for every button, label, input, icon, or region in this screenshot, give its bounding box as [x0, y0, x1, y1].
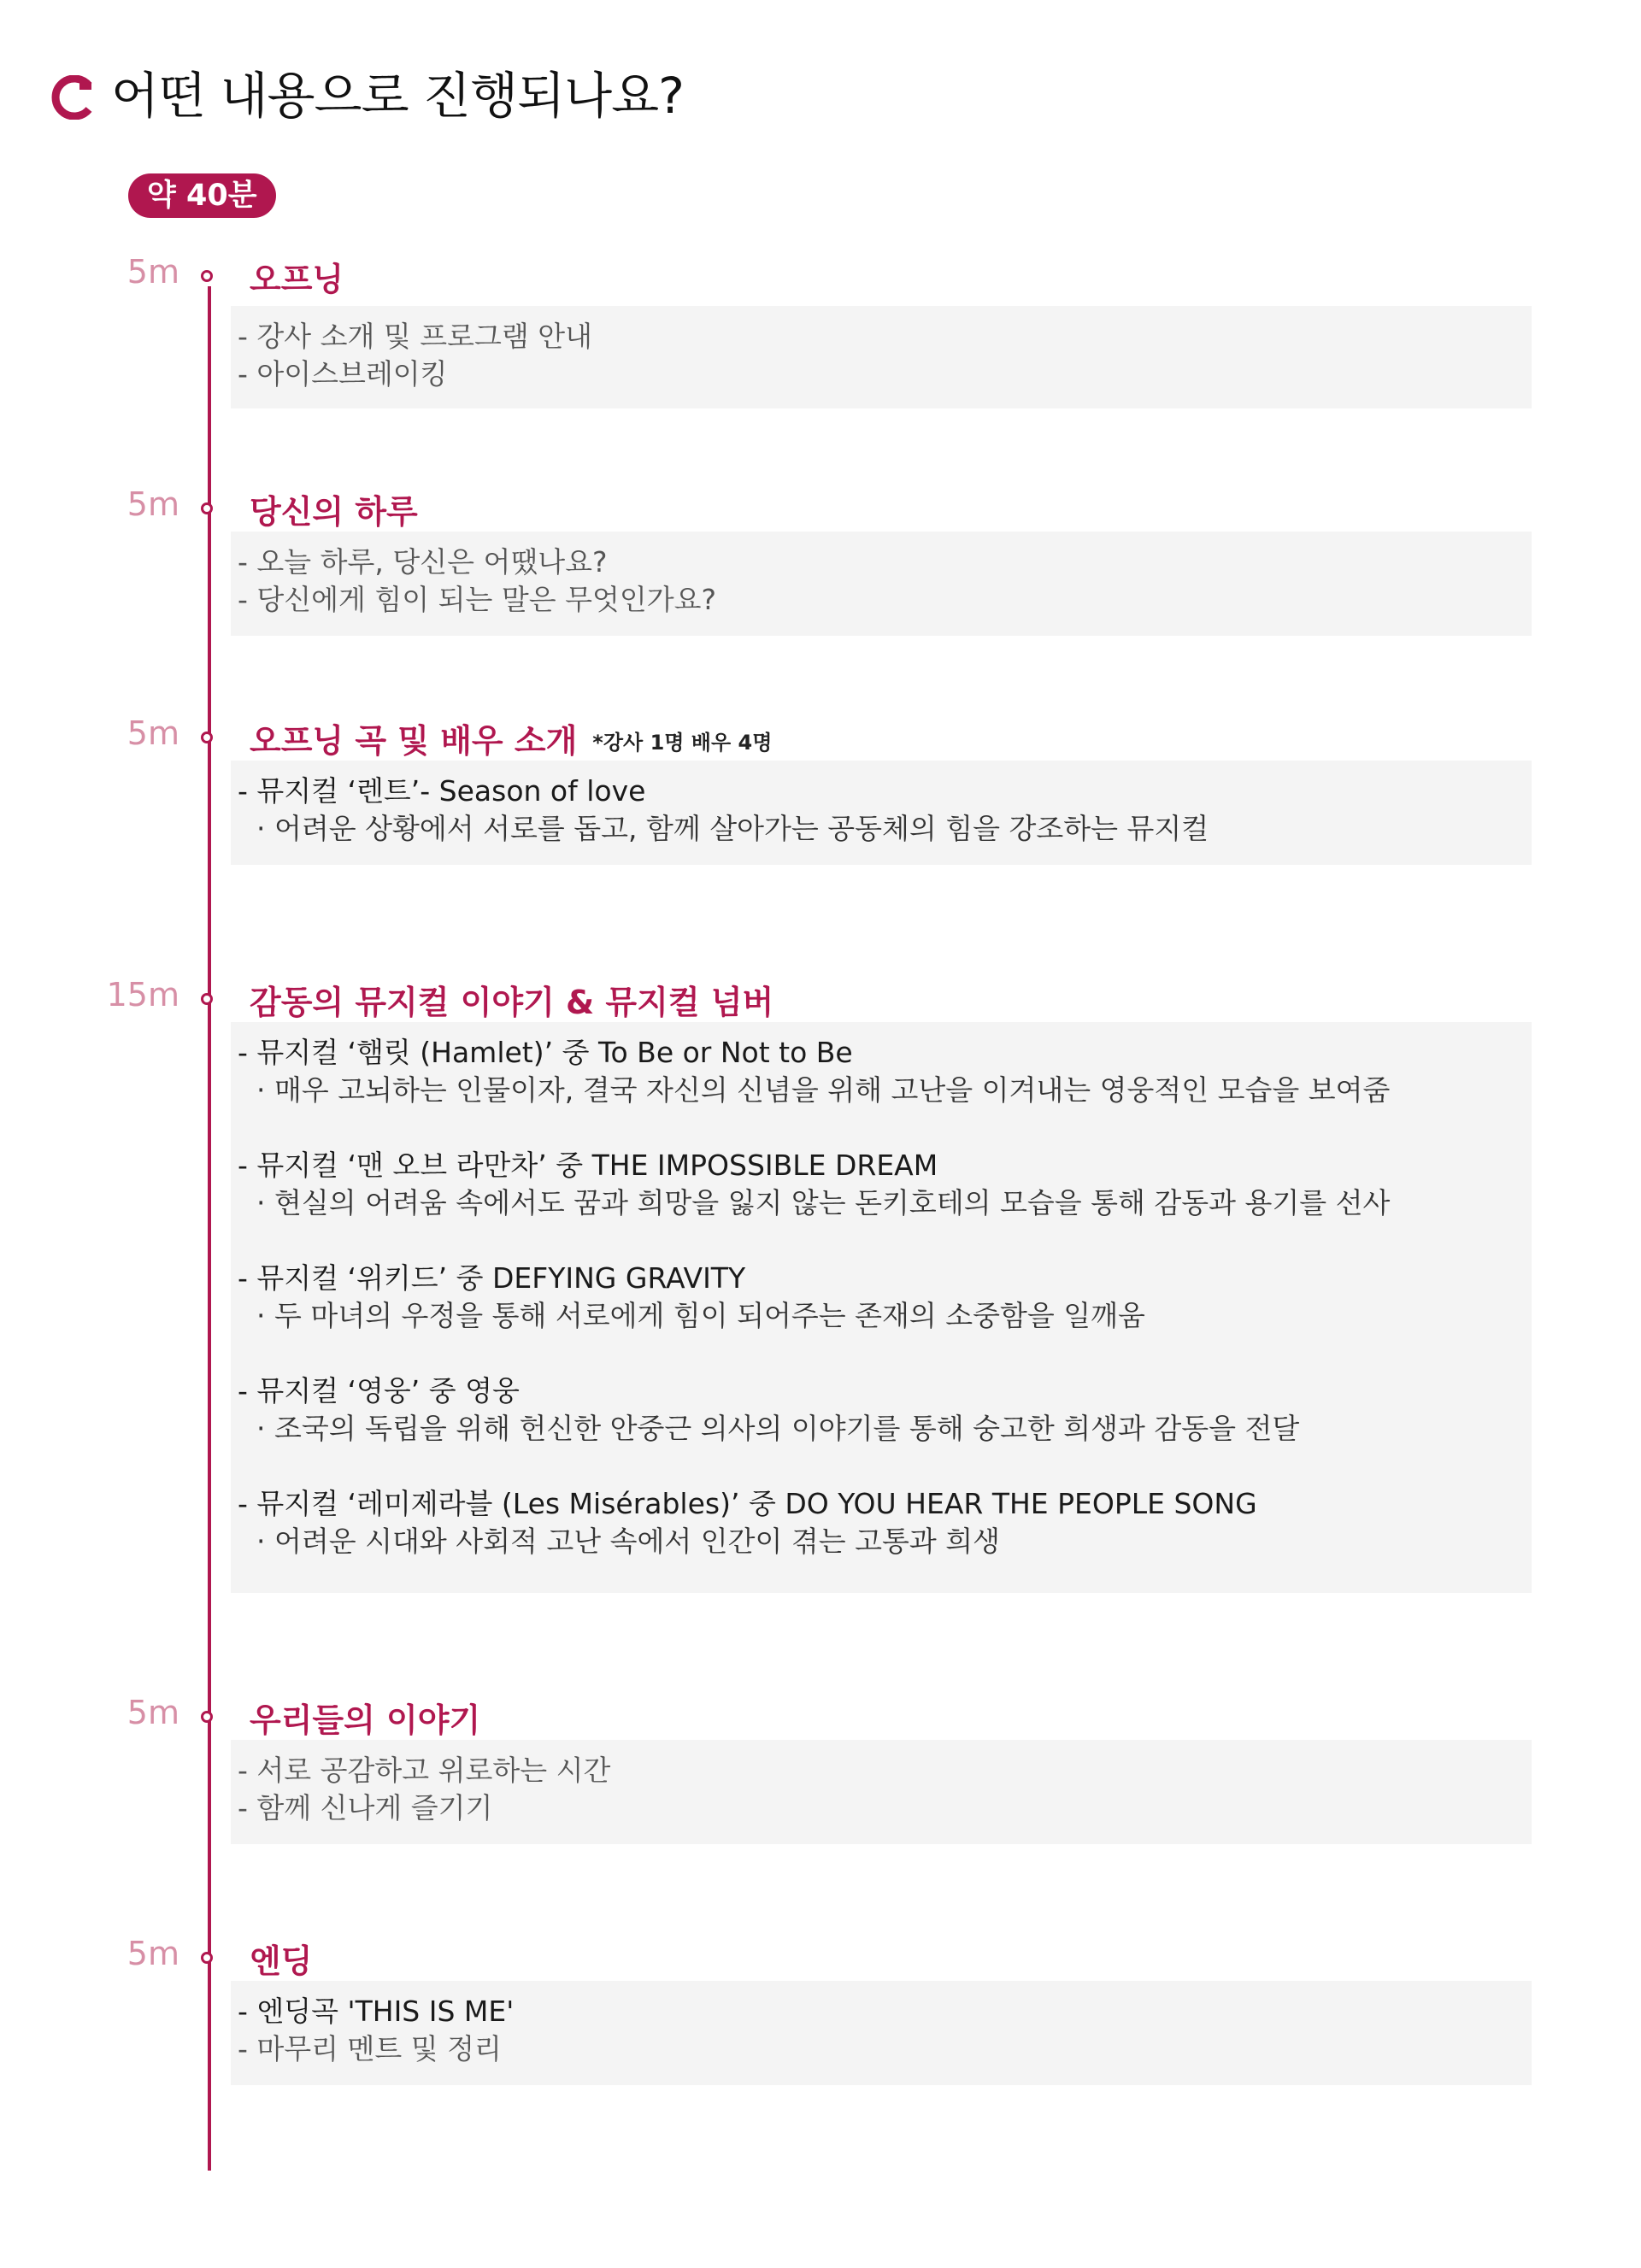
item-description: · 어려운 상황에서 서로를 돕고, 함께 살아가는 공동체의 힘을 강조하는 뮤지컬	[256, 812, 1209, 845]
item-title: - 뮤지컬 ‘햄릿 (Hamlet)’ 중 To Be or Not to Be	[238, 1036, 853, 1069]
section-title-text: 오프닝 곡 및 배우 소개	[250, 722, 578, 760]
section-time: 5m	[126, 1694, 179, 1731]
item-description: · 조국의 독립을 위해 헌신한 안중근 의사의 이야기를 통해 숭고한 희생과 감동을 전달	[256, 1412, 1300, 1445]
timeline-dot-icon	[201, 502, 213, 514]
timeline-dot-icon	[201, 1711, 213, 1723]
circle-c-icon	[47, 75, 93, 120]
timeline-dot-icon	[201, 732, 213, 743]
section-note: *강사 1명 배우 4명	[592, 731, 773, 755]
section-time: 5m	[126, 1935, 179, 1972]
item-description: · 매우 고뇌하는 인물이자, 결국 자신의 신념을 위해 고난을 이겨내는 영웅적인 모습을 보여줌	[256, 1073, 1391, 1107]
section-title	[250, 714, 772, 761]
content-line: - 당신에게 힘이 되는 말은 무엇인가요?	[238, 583, 717, 616]
duration-badge: 약 40분	[128, 173, 276, 218]
section-content-box	[231, 306, 1532, 408]
item-description: · 두 마녀의 우정을 통해 서로에게 힘이 되어주는 존재의 소중함을 일깨움	[256, 1299, 1145, 1332]
timeline-dot-icon	[201, 270, 213, 282]
item-title: - 뮤지컬 ‘영웅’ 중 영웅	[238, 1374, 520, 1407]
section-content-box	[231, 1022, 1532, 1593]
section-content-box	[231, 532, 1532, 636]
section-title: 우리들의 이야기	[250, 1701, 481, 1739]
content-line: - 서로 공감하고 위로하는 시간	[238, 1754, 611, 1787]
section-content-box	[231, 1740, 1532, 1844]
timeline-dot-icon	[201, 993, 213, 1005]
item-description: · 어려운 시대와 사회적 고난 속에서 인간이 겪는 고통과 희생	[256, 1525, 1000, 1558]
page-title: 어떤 내용으로 진행되나요?	[111, 67, 684, 125]
timeline-line	[208, 286, 211, 2171]
item-title: - 뮤지컬 ‘위키드’ 중 DEFYING GRAVITY	[238, 1261, 746, 1295]
item-title: - 뮤지컬 ‘렌트’- Season of love	[238, 774, 646, 808]
section-title: 당신의 하루	[250, 493, 418, 531]
item-description: · 현실의 어려움 속에서도 꿈과 희망을 잃지 않는 돈키호테의 모습을 통해 감동과 용기를 선사	[256, 1186, 1391, 1219]
section-time: 5m	[126, 253, 179, 291]
content-line: - 함께 신나게 즐기기	[238, 1791, 493, 1824]
content-line: - 아이스브레이킹	[238, 357, 448, 391]
timeline-dot-icon	[201, 1952, 213, 1964]
section-content-box	[231, 761, 1532, 865]
section-time: 15m	[106, 976, 179, 1014]
section-title: 엔딩	[250, 1942, 313, 1980]
section-title: 오프닝	[250, 261, 344, 298]
section-time: 5m	[126, 485, 179, 523]
content-line: - 강사 소개 및 프로그램 안내	[238, 320, 593, 353]
item-title: - 엔딩곡 'THIS IS ME'	[238, 1995, 515, 2028]
content-line: - 마무리 멘트 및 정리	[238, 2032, 502, 2065]
section-title: 감동의 뮤지컬 이야기 & 뮤지컬 넘버	[250, 984, 774, 1021]
section-time: 5m	[126, 714, 179, 752]
item-title: - 뮤지컬 ‘맨 오브 라만차’ 중 THE IMPOSSIBLE DREAM	[238, 1149, 938, 1182]
content-line: - 오늘 하루, 당신은 어땠나요?	[238, 545, 608, 579]
section-content-box	[231, 1981, 1532, 2085]
item-title: - 뮤지컬 ‘레미제라블 (Les Misérables)’ 중 DO YOU HEAR THE PEOPLE SONG	[238, 1487, 1257, 1520]
